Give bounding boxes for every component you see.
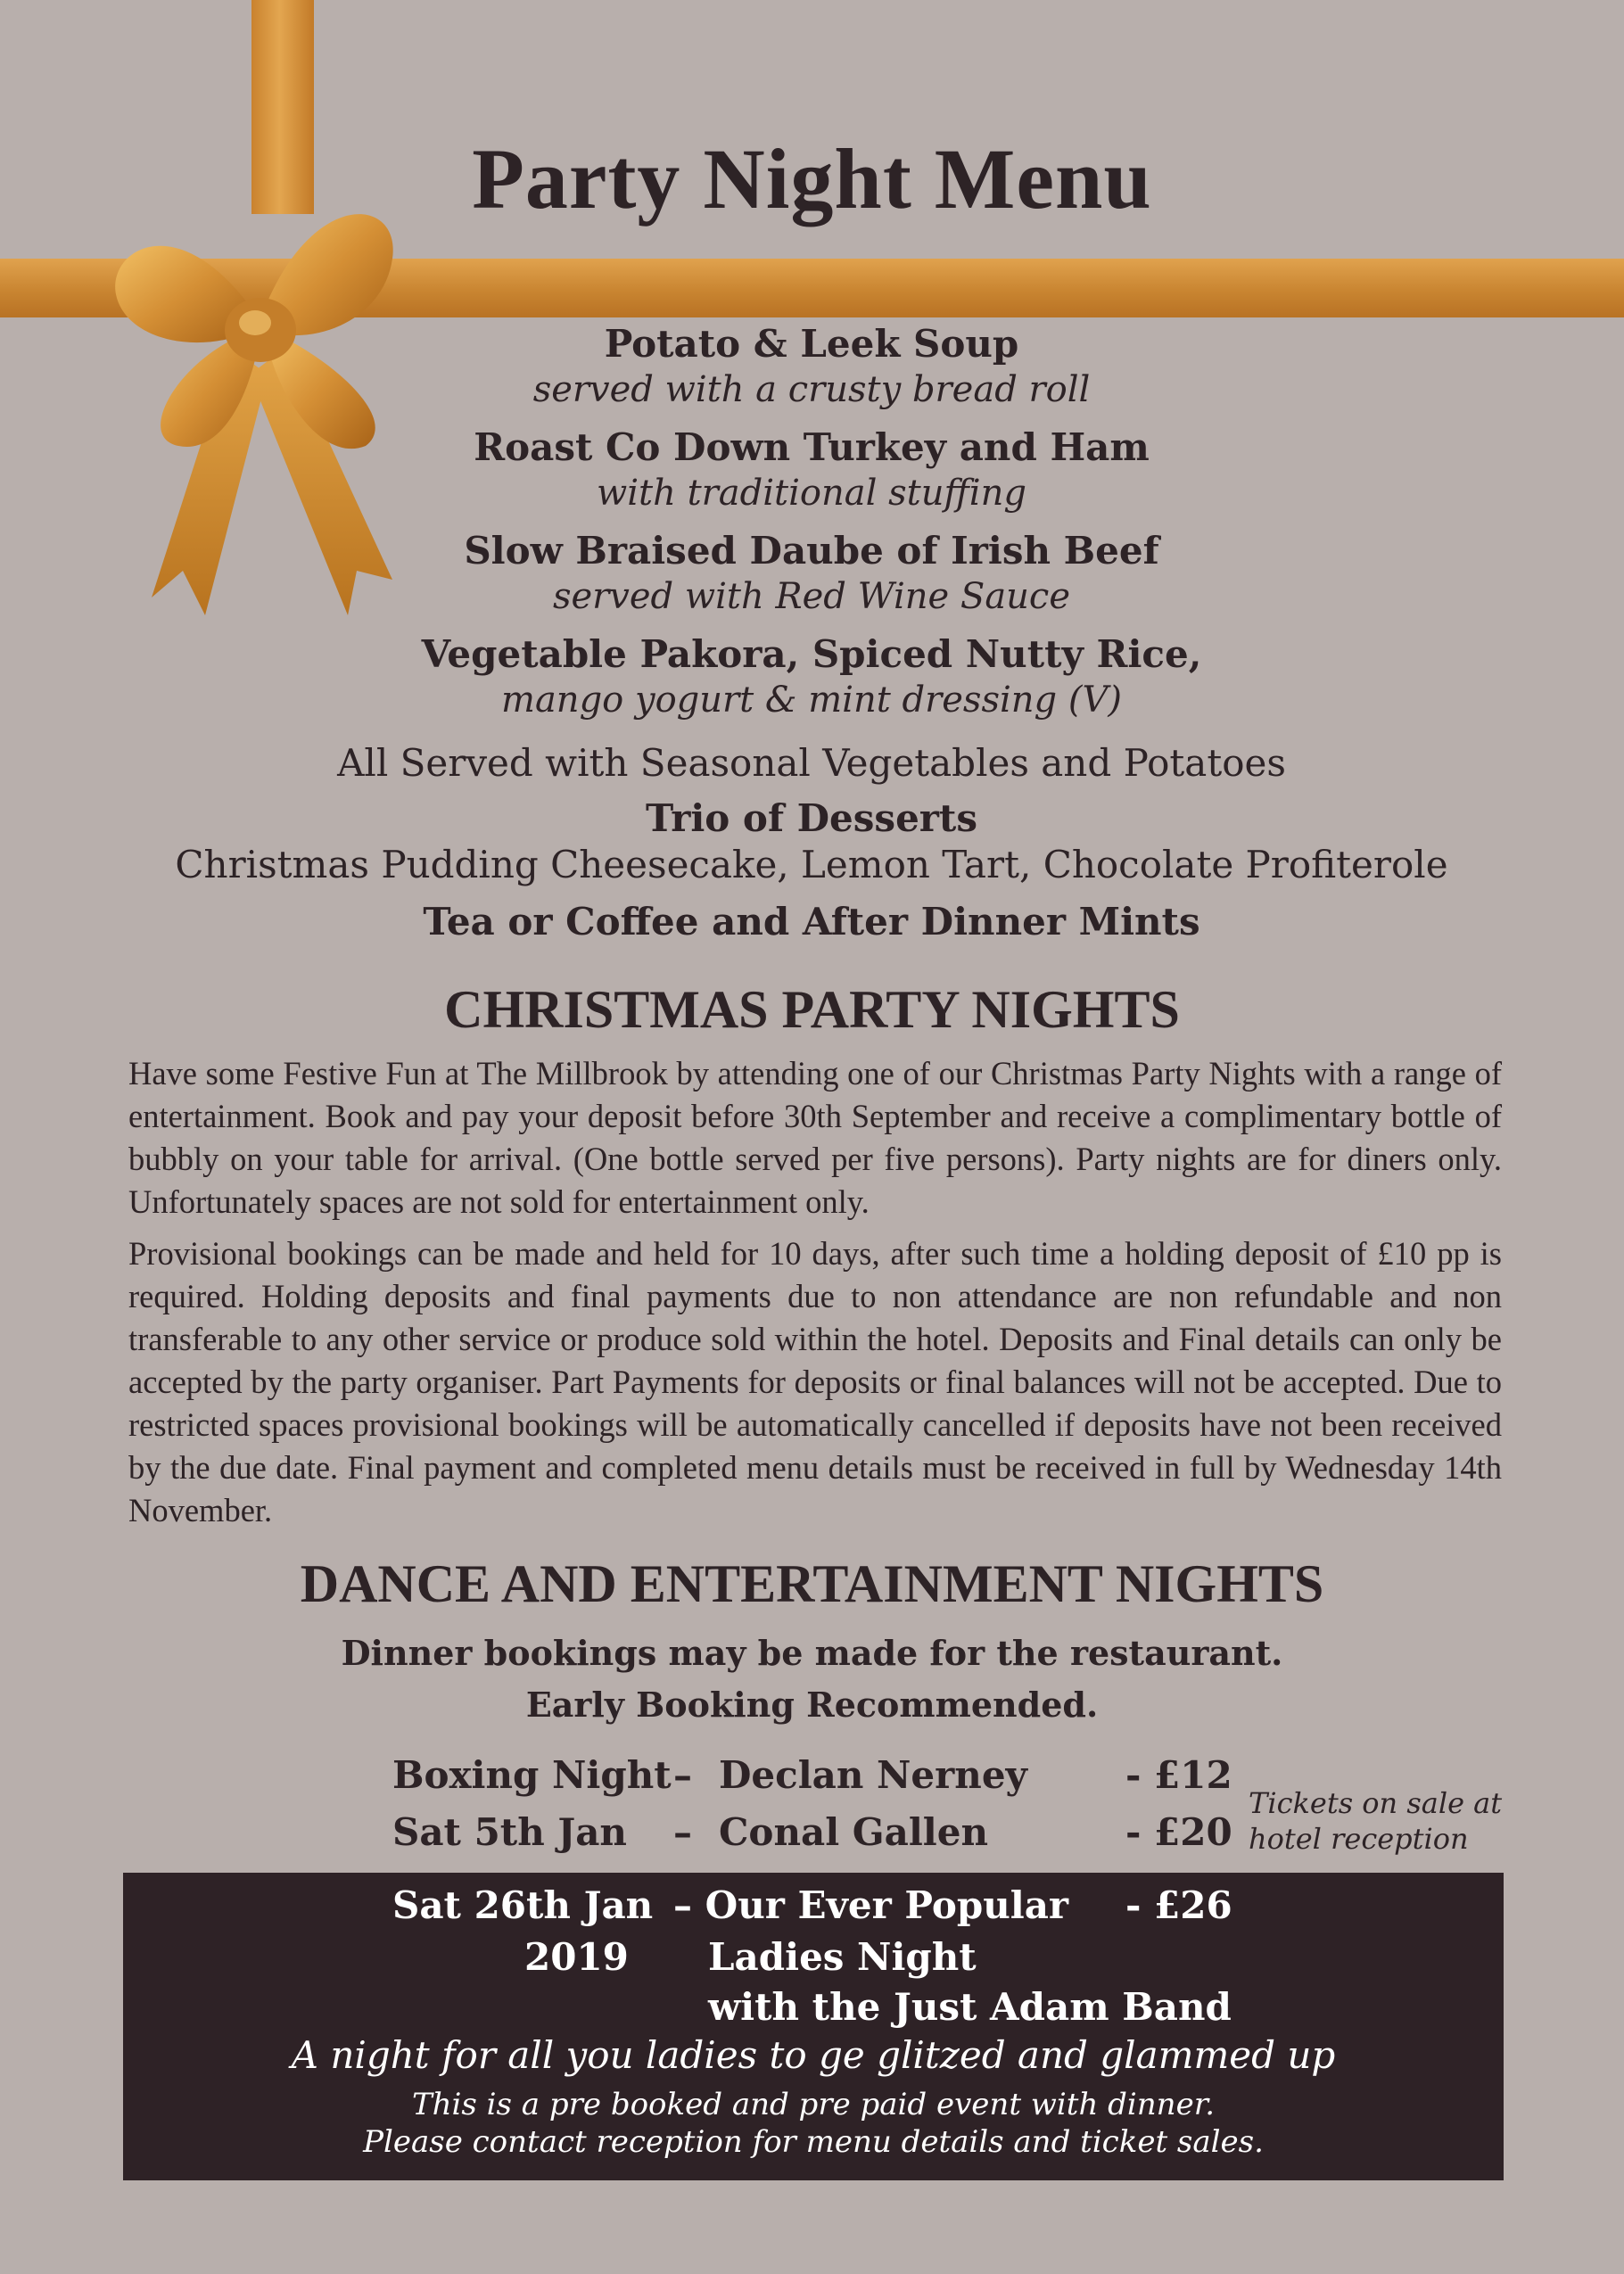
event-date: Boxing Night xyxy=(392,1753,672,1797)
finish-note: Tea or Coffee and After Dinner Mints xyxy=(423,900,1200,943)
dish-description: mango yogurt & mint dressing (V) xyxy=(501,680,1122,721)
dish-description: with traditional stuffing xyxy=(597,473,1026,514)
dish-description: served with Red Wine Sauce xyxy=(552,576,1071,617)
event-price: - £20 xyxy=(1125,1810,1232,1854)
dish-name: Vegetable Pakora, Spiced Nutty Rice, xyxy=(421,632,1202,676)
page-title: Party Night Menu xyxy=(472,131,1152,227)
tickets-note-line-2: hotel reception xyxy=(1249,1822,1469,1856)
featured-act-line-3: with the Just Adam Band xyxy=(708,1985,1232,2029)
dish-name: Slow Braised Daube of Irish Beef xyxy=(464,529,1159,573)
featured-event-box xyxy=(123,1873,1504,2180)
featured-info-1: This is a pre booked and pre paid event with dinner. xyxy=(411,2087,1216,2122)
menu-item xyxy=(161,631,1463,722)
menu-list xyxy=(161,321,1463,945)
christmas-paragraph-1: Have some Festive Fun at The Millbrook by attending one of our Christmas Party Nights with a range of entertainment. Book and pay your deposit before 30th September and receive a complimentary bottle of bubbly on your table for arrival. (One bottle served per five persons). Party nights are for diners only. Unfortunately spaces are not sold for entertainment only. xyxy=(128,1055,1502,1220)
featured-act-line-1: – Our Ever Popular xyxy=(673,1883,1069,1927)
dish-name: Potato & Leek Soup xyxy=(604,322,1019,366)
dessert-description: Christmas Pudding Cheesecake, Lemon Tart, Chocolate Profiterole xyxy=(175,843,1448,886)
featured-price: - £26 xyxy=(1125,1883,1232,1927)
event-act: Conal Gallen xyxy=(719,1810,989,1854)
featured-tagline: A night for all you ladies to ge glitzed and glammed up xyxy=(291,2033,1336,2077)
featured-act-line-2: Ladies Night xyxy=(708,1935,977,1979)
event-dash: – xyxy=(673,1753,692,1797)
event-act: Declan Nerney xyxy=(719,1753,1027,1797)
featured-date: Sat 26th Jan xyxy=(392,1883,654,1927)
event-dash: – xyxy=(673,1810,692,1854)
sides-note: All Served with Seasonal Vegetables and Potatoes xyxy=(337,741,1286,785)
dance-subtitle-1: Dinner bookings may be made for the restaurant. xyxy=(341,1633,1283,1673)
dance-subtitle-2: Early Booking Recommended. xyxy=(525,1685,1099,1725)
event-date: Sat 5th Jan xyxy=(392,1810,627,1854)
christmas-paragraph-2: Provisional bookings can be made and held for 10 days, after such time a holding deposit of £10 pp is required. Holding deposits and final payments due to non attendance are non refundable and non transferable to any other service or produce sold within the hotel. Deposits and Final details can only be accepted by the party organiser. Part Payments for deposits or final balances will not be accepted. Due to restricted spaces provisional bookings will be automatically cancelled if deposits have not been received by the due date. Final payment and completed menu details must be received in full by Wednesday 14th November. xyxy=(128,1235,1502,1528)
christmas-heading: CHRISTMAS PARTY NIGHTS xyxy=(444,980,1180,1039)
menu-item xyxy=(161,528,1463,619)
tickets-note-line-1: Tickets on sale at xyxy=(1249,1786,1503,1820)
dish-name: Roast Co Down Turkey and Ham xyxy=(474,425,1150,469)
dessert-name: Trio of Desserts xyxy=(646,796,977,840)
event-price: - £12 xyxy=(1125,1753,1232,1797)
menu-item xyxy=(161,424,1463,515)
dance-heading: DANCE AND ENTERTAINMENT NIGHTS xyxy=(300,1554,1324,1613)
menu-item xyxy=(161,321,1463,412)
featured-info-2: Please contact reception for menu details and ticket sales. xyxy=(363,2124,1264,2160)
featured-year: 2019 xyxy=(524,1935,629,1979)
dish-description: served with a crusty bread roll xyxy=(532,369,1091,410)
